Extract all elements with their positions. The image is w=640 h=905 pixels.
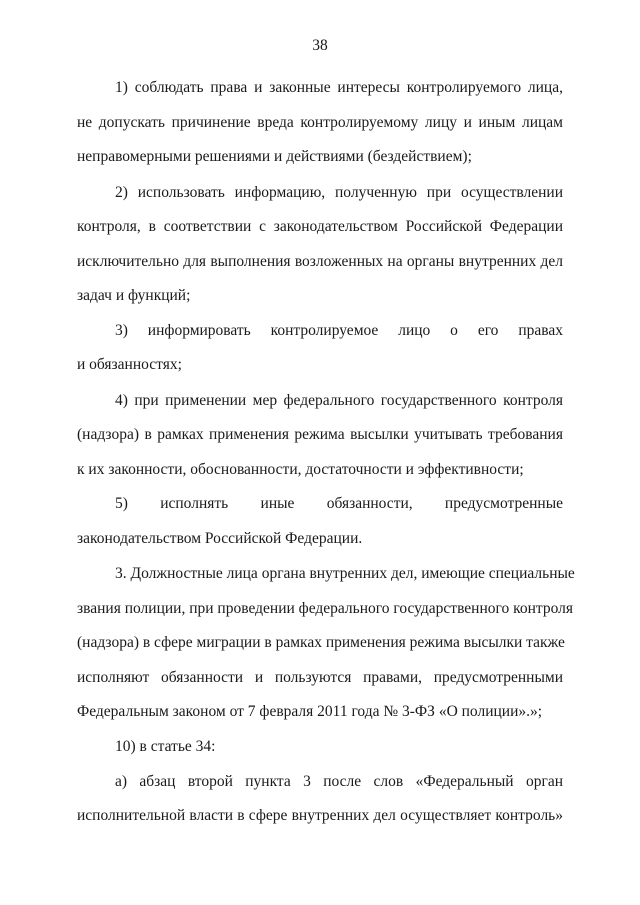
text-line-item-2-cont: исключительно для выполнения возложенных на органы внутренних дел xyxy=(77,253,563,270)
page-number: 38 xyxy=(312,37,328,54)
text-line-item-5-end: законодательством Российской Федерации. xyxy=(77,530,363,547)
text-line-item-5-start: 5) исполнять иные обязанности, предусмотренные xyxy=(115,495,563,512)
text-line-item-10: 10) в статье 34: xyxy=(115,738,216,755)
text-line-para-3-cont: (надзора) в сфере миграции в рамках применения режима высылки также xyxy=(77,634,565,651)
text-line-para-3-cont: звания полиции, при проведении федерального государственного контроля xyxy=(77,600,574,617)
text-line-item-2-start: 2) использовать информацию, полученную при осуществлении xyxy=(115,184,563,201)
text-line-item-2-cont: контроля, в соответствии с законодательством Российской Федерации xyxy=(77,218,563,235)
text-line-item-1-end: неправомерными решениями и действиями (бездействием); xyxy=(77,148,472,165)
text-line-item-1-start: 1) соблюдать права и законные интересы контролируемого лица, xyxy=(115,79,563,96)
text-line-item-4-end: к их законности, обоснованности, достаточности и эффективности; xyxy=(77,461,524,478)
text-line-para-3-cont: исполняют обязанности и пользуются правами, предусмотренными xyxy=(77,669,563,686)
text-line-item-4-start: 4) при применении мер федерального государственного контроля xyxy=(115,392,563,409)
text-line-subitem-a-start: а) абзац второй пункта 3 после слов «Федеральный орган xyxy=(115,773,563,790)
text-line-item-2-end: задач и функций; xyxy=(77,287,191,304)
text-line-para-3-start: 3. Должностные лица органа внутренних дел, имеющие специальные xyxy=(115,565,575,582)
text-line-para-3-end: Федеральным законом от 7 февраля 2011 года № 3-ФЗ «О полиции».»; xyxy=(77,703,543,720)
text-line-item-4-cont: (надзора) в рамках применения режима высылки учитывать требования xyxy=(77,426,563,443)
text-line-item-1-cont: не допускать причинение вреда контролируемому лицу и иным лицам xyxy=(77,114,563,131)
text-line-subitem-a-cont: исполнительной власти в сфере внутренних дел осуществляет контроль» xyxy=(77,807,563,824)
text-line-item-3-start: 3) информировать контролируемое лицо о его правах xyxy=(115,322,563,339)
text-line-item-3-end: и обязанностях; xyxy=(77,356,182,373)
